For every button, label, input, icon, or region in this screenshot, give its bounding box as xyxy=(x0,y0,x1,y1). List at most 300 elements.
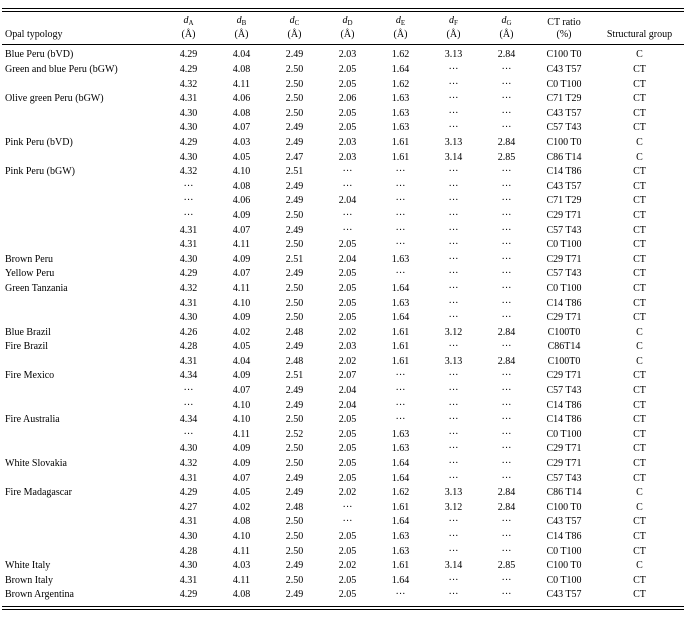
cell-d-g: ··· xyxy=(501,180,512,192)
cell-ct-ratio: C86 T14 xyxy=(546,151,582,163)
cell-ct-ratio: C100T0 xyxy=(547,355,581,367)
table-row xyxy=(2,267,684,282)
cell-d-f: ··· xyxy=(448,180,459,192)
cell-d-d: 2.06 xyxy=(338,93,357,105)
cell-d-e: 1.64 xyxy=(391,472,410,484)
cell-d-a: 4.31 xyxy=(179,574,198,586)
header-d-subscript: E xyxy=(400,19,406,27)
table-row xyxy=(2,92,684,107)
cell-d-d: 2.05 xyxy=(338,531,357,542)
cell-d-g: ··· xyxy=(501,312,512,324)
cell-d-c: 2.49 xyxy=(285,399,304,411)
header-d-symbol xyxy=(480,15,533,29)
cell-ct-ratio: C14 T86 xyxy=(546,531,582,542)
cell-d-b: 4.08 xyxy=(232,589,251,601)
cell-d-c: 2.50 xyxy=(285,458,304,470)
cell-d-d: ··· xyxy=(342,166,353,178)
cell-d-g: ··· xyxy=(501,574,512,586)
cell-typology: Fire Madagascar xyxy=(5,487,72,499)
cell-ct-ratio: C71 T29 xyxy=(546,93,582,105)
table-row xyxy=(2,428,684,443)
cell-d-b: 4.09 xyxy=(232,312,251,324)
cell-d-b: 4.03 xyxy=(232,136,251,148)
cell-d-g: 2.84 xyxy=(497,501,516,513)
cell-d-d: ··· xyxy=(342,209,353,221)
cell-structural-group: CT xyxy=(633,195,646,207)
cell-ct-ratio: C43 T57 xyxy=(546,516,582,528)
cell-d-b: 4.07 xyxy=(232,472,251,484)
header-d-letter: d xyxy=(342,15,348,26)
cell-structural-group: CT xyxy=(633,209,646,221)
cell-d-d: 2.05 xyxy=(338,312,357,324)
cell-typology: Brown Peru xyxy=(5,253,54,265)
cell-d-g: 2.84 xyxy=(497,355,516,367)
header-d-symbol xyxy=(268,15,321,29)
header-typology: Opal typology xyxy=(2,12,162,45)
cell-d-b: 4.11 xyxy=(232,428,251,440)
cell-d-f: ··· xyxy=(448,589,459,601)
cell-d-e: ··· xyxy=(395,385,406,397)
cell-d-e: 1.63 xyxy=(391,545,410,557)
cell-structural-group: CT xyxy=(633,122,646,134)
cell-d-c: 2.51 xyxy=(285,253,304,265)
cell-d-b: 4.04 xyxy=(232,355,251,367)
cell-typology: Brown Italy xyxy=(5,574,54,586)
cell-d-c: 2.50 xyxy=(285,107,304,119)
header-d-b xyxy=(215,12,268,45)
cell-d-e: 1.62 xyxy=(391,49,410,61)
cell-d-g: ··· xyxy=(501,122,512,134)
table-header xyxy=(2,12,684,45)
table-row xyxy=(2,78,684,93)
cell-d-c: 2.50 xyxy=(285,239,304,251)
cell-d-a: 4.29 xyxy=(179,487,198,499)
cell-d-b: 4.05 xyxy=(232,151,251,163)
cell-d-a: 4.29 xyxy=(179,268,198,280)
cell-d-a: 4.34 xyxy=(179,370,198,382)
cell-d-g: ··· xyxy=(501,268,512,280)
table-row xyxy=(2,559,684,574)
cell-d-e: 1.63 xyxy=(391,122,410,134)
cell-structural-group: CT xyxy=(633,180,646,192)
cell-d-a: 4.30 xyxy=(179,312,198,324)
header-d-unit: (Å) xyxy=(446,29,461,40)
cell-d-g: 2.85 xyxy=(497,560,516,572)
cell-d-b: 4.06 xyxy=(232,195,251,207)
cell-d-c: 2.50 xyxy=(285,545,304,557)
cell-structural-group: CT xyxy=(633,78,646,90)
cell-d-e: 1.63 xyxy=(391,253,410,265)
cell-typology xyxy=(2,107,162,122)
header-d-subscript: A xyxy=(188,19,194,27)
table-row xyxy=(2,530,684,545)
cell-d-c: 2.49 xyxy=(285,122,304,134)
cell-d-b: 4.08 xyxy=(232,180,251,192)
cell-d-e: ··· xyxy=(395,399,406,411)
header-d-a xyxy=(162,12,215,45)
cell-d-f: ··· xyxy=(448,341,459,353)
cell-d-f: ··· xyxy=(448,224,459,236)
cell-d-f: 3.13 xyxy=(444,487,463,499)
cell-d-e: ··· xyxy=(395,414,406,426)
cell-d-a: 4.31 xyxy=(179,224,198,236)
cell-d-f: ··· xyxy=(448,531,459,542)
cell-d-f: 3.12 xyxy=(444,501,463,513)
cell-d-a: 4.32 xyxy=(179,78,198,90)
table-row xyxy=(2,194,684,209)
cell-d-g: ··· xyxy=(501,297,512,309)
cell-ct-ratio: C29 T71 xyxy=(546,209,582,221)
cell-ct-ratio: C43 T57 xyxy=(546,180,582,192)
cell-d-g: 2.84 xyxy=(497,136,516,148)
cell-d-d: 2.05 xyxy=(338,458,357,470)
cell-ct-ratio: C43 T57 xyxy=(546,64,582,75)
cell-structural-group: CT xyxy=(633,93,646,105)
cell-ct-ratio: C0 T100 xyxy=(546,545,582,557)
cell-d-c: 2.51 xyxy=(285,166,304,178)
cell-d-d: ··· xyxy=(342,516,353,528)
cell-typology: Pink Peru (bGW) xyxy=(5,166,75,178)
header-d-symbol xyxy=(427,15,480,29)
cell-ct-ratio: C0 T100 xyxy=(546,239,582,251)
cell-d-f: ··· xyxy=(448,122,459,134)
cell-structural-group: CT xyxy=(633,589,646,601)
cell-d-f: ··· xyxy=(448,282,459,294)
cell-structural-group: C xyxy=(636,341,643,353)
cell-d-g: ··· xyxy=(501,195,512,207)
header-d-e xyxy=(374,12,427,45)
table-row xyxy=(2,413,684,428)
cell-d-g: ··· xyxy=(501,253,512,265)
cell-structural-group: CT xyxy=(633,370,646,382)
cell-d-b: 4.11 xyxy=(232,78,251,90)
cell-d-d: 2.02 xyxy=(338,487,357,499)
cell-d-g: ··· xyxy=(501,64,512,75)
header-d-unit: (Å) xyxy=(340,29,355,40)
header-d-unit: (Å) xyxy=(287,29,302,40)
cell-typology xyxy=(2,311,162,326)
cell-d-c: 2.49 xyxy=(285,268,304,280)
table-row xyxy=(2,369,684,384)
cell-ct-ratio: C86 T14 xyxy=(546,487,582,499)
cell-d-d: 2.02 xyxy=(338,326,357,338)
cell-structural-group: CT xyxy=(633,268,646,280)
cell-d-e: ··· xyxy=(395,589,406,601)
cell-ct-ratio: C0 T100 xyxy=(546,574,582,586)
cell-d-g: ··· xyxy=(501,282,512,294)
cell-structural-group: CT xyxy=(633,531,646,542)
table-row xyxy=(2,515,684,530)
cell-d-d: 2.05 xyxy=(338,239,357,251)
cell-structural-group: C xyxy=(636,151,643,163)
cell-d-g: ··· xyxy=(501,458,512,470)
header-row xyxy=(2,12,684,45)
cell-d-g: ··· xyxy=(501,516,512,528)
cell-structural-group: CT xyxy=(633,297,646,309)
cell-typology xyxy=(2,224,162,239)
table-row xyxy=(2,180,684,195)
cell-d-e: 1.63 xyxy=(391,443,410,455)
cell-d-e: ··· xyxy=(395,224,406,236)
cell-d-g: ··· xyxy=(501,531,512,542)
cell-d-a: 4.31 xyxy=(179,355,198,367)
header-d-letter: d xyxy=(395,15,401,26)
cell-d-e: 1.63 xyxy=(391,531,410,542)
cell-d-b: 4.02 xyxy=(232,501,251,513)
cell-ct-ratio: C29 T71 xyxy=(546,443,582,455)
cell-d-f: ··· xyxy=(448,209,459,221)
header-d-subscript: F xyxy=(454,19,458,27)
cell-d-c: 2.50 xyxy=(285,297,304,309)
cell-d-e: 1.61 xyxy=(391,355,410,367)
header-d-letter: d xyxy=(501,15,507,26)
cell-d-c: 2.50 xyxy=(285,78,304,90)
header-ct-ratio-label: CT ratio xyxy=(547,17,581,28)
cell-d-f: 3.13 xyxy=(444,355,463,367)
cell-d-a: 4.30 xyxy=(179,253,198,265)
cell-typology: Fire Australia xyxy=(5,414,60,426)
cell-typology xyxy=(2,355,162,370)
cell-ct-ratio: C100 T0 xyxy=(546,49,582,61)
table-row xyxy=(2,442,684,457)
cell-d-a: ··· xyxy=(183,195,194,207)
opal-spacing-table xyxy=(2,12,684,603)
cell-typology xyxy=(2,472,162,487)
cell-ct-ratio: C100T0 xyxy=(547,326,581,338)
cell-d-d: 2.05 xyxy=(338,282,357,294)
cell-d-b: 4.05 xyxy=(232,341,251,353)
cell-d-g: ··· xyxy=(501,589,512,601)
cell-d-g: ··· xyxy=(501,107,512,119)
cell-d-f: 3.13 xyxy=(444,49,463,61)
cell-ct-ratio: C100 T0 xyxy=(546,136,582,148)
cell-d-a: ··· xyxy=(183,399,194,411)
cell-d-g: ··· xyxy=(501,209,512,221)
cell-structural-group: C xyxy=(636,487,643,499)
cell-d-e: 1.64 xyxy=(391,64,410,75)
cell-d-g: 2.84 xyxy=(497,49,516,61)
cell-structural-group: CT xyxy=(633,224,646,236)
header-structural-group: Structural group xyxy=(595,12,684,45)
cell-structural-group: CT xyxy=(633,239,646,251)
cell-d-g: 2.85 xyxy=(497,151,516,163)
cell-ct-ratio: C57 T43 xyxy=(546,268,582,280)
cell-typology: Brown Argentina xyxy=(5,589,74,601)
cell-d-b: 4.10 xyxy=(232,531,251,542)
cell-d-b: 4.09 xyxy=(232,370,251,382)
cell-d-a: ··· xyxy=(183,385,194,397)
cell-d-a: 4.30 xyxy=(179,122,198,134)
cell-ct-ratio: C0 T100 xyxy=(546,282,582,294)
cell-d-b: 4.08 xyxy=(232,107,251,119)
cell-structural-group: CT xyxy=(633,385,646,397)
cell-d-e: ··· xyxy=(395,268,406,280)
cell-typology xyxy=(2,399,162,414)
cell-d-d: 2.03 xyxy=(338,151,357,163)
cell-d-e: 1.62 xyxy=(391,487,410,499)
table-row xyxy=(2,457,684,472)
cell-d-e: 1.64 xyxy=(391,458,410,470)
table-row xyxy=(2,45,684,64)
cell-d-b: 4.04 xyxy=(232,49,251,61)
cell-d-b: 4.07 xyxy=(232,268,251,280)
table-row xyxy=(2,297,684,312)
cell-d-e: 1.62 xyxy=(391,78,410,90)
cell-d-c: 2.50 xyxy=(285,282,304,294)
cell-d-f: ··· xyxy=(448,414,459,426)
cell-d-g: ··· xyxy=(501,414,512,426)
cell-ct-ratio: C14 T86 xyxy=(546,166,582,178)
cell-d-f: ··· xyxy=(448,268,459,280)
cell-d-d: 2.02 xyxy=(338,355,357,367)
cell-typology xyxy=(2,78,162,93)
cell-d-d: 2.05 xyxy=(338,589,357,601)
cell-d-c: 2.48 xyxy=(285,501,304,513)
cell-d-g: ··· xyxy=(501,341,512,353)
cell-d-a: 4.31 xyxy=(179,516,198,528)
cell-typology xyxy=(2,515,162,530)
cell-d-a: 4.29 xyxy=(179,136,198,148)
cell-d-d: 2.05 xyxy=(338,268,357,280)
cell-typology xyxy=(2,238,162,253)
cell-d-c: 2.49 xyxy=(285,195,304,207)
table-row xyxy=(2,165,684,180)
cell-d-a: 4.31 xyxy=(179,472,198,484)
cell-d-c: 2.49 xyxy=(285,560,304,572)
cell-d-f: ··· xyxy=(448,443,459,455)
header-d-subscript: B xyxy=(241,19,247,27)
cell-d-f: ··· xyxy=(448,370,459,382)
cell-d-f: ··· xyxy=(448,399,459,411)
cell-d-g: 2.84 xyxy=(497,487,516,499)
cell-d-a: 4.26 xyxy=(179,326,198,338)
cell-d-e: ··· xyxy=(395,166,406,178)
cell-d-a: 4.29 xyxy=(179,64,198,75)
table-row xyxy=(2,340,684,355)
cell-d-b: 4.10 xyxy=(232,297,251,309)
cell-d-f: ··· xyxy=(448,545,459,557)
cell-ct-ratio: C57 T43 xyxy=(546,122,582,134)
cell-d-c: 2.49 xyxy=(285,136,304,148)
cell-d-f: ··· xyxy=(448,195,459,207)
cell-d-e: 1.64 xyxy=(391,574,410,586)
cell-structural-group: CT xyxy=(633,64,646,75)
cell-d-c: 2.49 xyxy=(285,180,304,192)
cell-d-d: 2.04 xyxy=(338,253,357,265)
table-row xyxy=(2,545,684,560)
cell-d-g: 2.84 xyxy=(497,326,516,338)
cell-structural-group: CT xyxy=(633,166,646,178)
cell-typology: Green and blue Peru (bGW) xyxy=(5,64,118,75)
cell-d-f: ··· xyxy=(448,516,459,528)
header-d-symbol xyxy=(215,15,268,29)
cell-d-c: 2.50 xyxy=(285,209,304,221)
cell-d-g: ··· xyxy=(501,239,512,251)
cell-typology: Green Tanzania xyxy=(5,282,68,294)
cell-d-f: ··· xyxy=(448,428,459,440)
cell-d-d: ··· xyxy=(342,180,353,192)
cell-structural-group: CT xyxy=(633,443,646,455)
table-row xyxy=(2,224,684,239)
header-d-unit: (Å) xyxy=(181,29,196,40)
cell-typology: Fire Mexico xyxy=(5,370,55,382)
cell-d-a: 4.29 xyxy=(179,589,198,601)
header-d-letter: d xyxy=(289,15,295,26)
cell-d-g: ··· xyxy=(501,93,512,105)
cell-d-f: ··· xyxy=(448,297,459,309)
cell-structural-group: C xyxy=(636,326,643,338)
cell-d-c: 2.50 xyxy=(285,414,304,426)
cell-d-g: ··· xyxy=(501,545,512,557)
cell-d-a: ··· xyxy=(183,428,194,440)
header-d-c xyxy=(268,12,321,45)
cell-structural-group: CT xyxy=(633,399,646,411)
cell-structural-group: CT xyxy=(633,414,646,426)
header-d-f xyxy=(427,12,480,45)
cell-d-f: ··· xyxy=(448,472,459,484)
cell-d-f: ··· xyxy=(448,107,459,119)
cell-d-g: ··· xyxy=(501,224,512,236)
cell-structural-group: CT xyxy=(633,516,646,528)
cell-d-c: 2.50 xyxy=(285,516,304,528)
cell-typology: Pink Peru (bVD) xyxy=(5,136,73,148)
cell-typology: Fire Brazil xyxy=(5,341,49,353)
cell-d-b: 4.09 xyxy=(232,443,251,455)
cell-d-a: 4.32 xyxy=(179,458,198,470)
cell-structural-group: CT xyxy=(633,472,646,484)
table-row xyxy=(2,282,684,297)
header-d-symbol xyxy=(162,15,215,29)
header-d-letter: d xyxy=(236,15,242,26)
cell-d-e: ··· xyxy=(395,195,406,207)
cell-typology xyxy=(2,545,162,560)
cell-d-b: 4.11 xyxy=(232,282,251,294)
table-bottom-rules xyxy=(2,606,684,610)
cell-d-d: 2.05 xyxy=(338,64,357,75)
header-d-letter: d xyxy=(183,15,189,26)
cell-d-d: 2.05 xyxy=(338,428,357,440)
cell-ct-ratio: C71 T29 xyxy=(546,195,582,207)
cell-d-d: 2.03 xyxy=(338,341,357,353)
cell-d-d: ··· xyxy=(342,224,353,236)
cell-structural-group: C xyxy=(636,355,643,367)
cell-d-a: 4.31 xyxy=(179,93,198,105)
cell-d-b: 4.03 xyxy=(232,560,251,572)
cell-d-e: ··· xyxy=(395,180,406,192)
cell-d-g: ··· xyxy=(501,385,512,397)
cell-structural-group: C xyxy=(636,560,643,572)
cell-d-e: 1.63 xyxy=(391,93,410,105)
cell-d-d: 2.07 xyxy=(338,370,357,382)
cell-structural-group: CT xyxy=(633,282,646,294)
cell-structural-group: C xyxy=(636,136,643,148)
cell-ct-ratio: C0 T100 xyxy=(546,78,582,90)
cell-d-b: 4.09 xyxy=(232,458,251,470)
cell-d-e: 1.61 xyxy=(391,341,410,353)
cell-typology: White Slovakia xyxy=(5,458,67,470)
cell-d-f: 3.13 xyxy=(444,136,463,148)
header-ct-ratio xyxy=(533,12,595,45)
cell-d-b: 4.07 xyxy=(232,224,251,236)
cell-ct-ratio: C100 T0 xyxy=(546,560,582,572)
cell-ct-ratio: C29 T71 xyxy=(546,458,582,470)
cell-d-a: 4.30 xyxy=(179,443,198,455)
header-d-unit: (Å) xyxy=(234,29,249,40)
cell-d-e: 1.63 xyxy=(391,297,410,309)
cell-typology xyxy=(2,194,162,209)
cell-d-a: 4.34 xyxy=(179,414,198,426)
cell-ct-ratio: C14 T86 xyxy=(546,399,582,411)
